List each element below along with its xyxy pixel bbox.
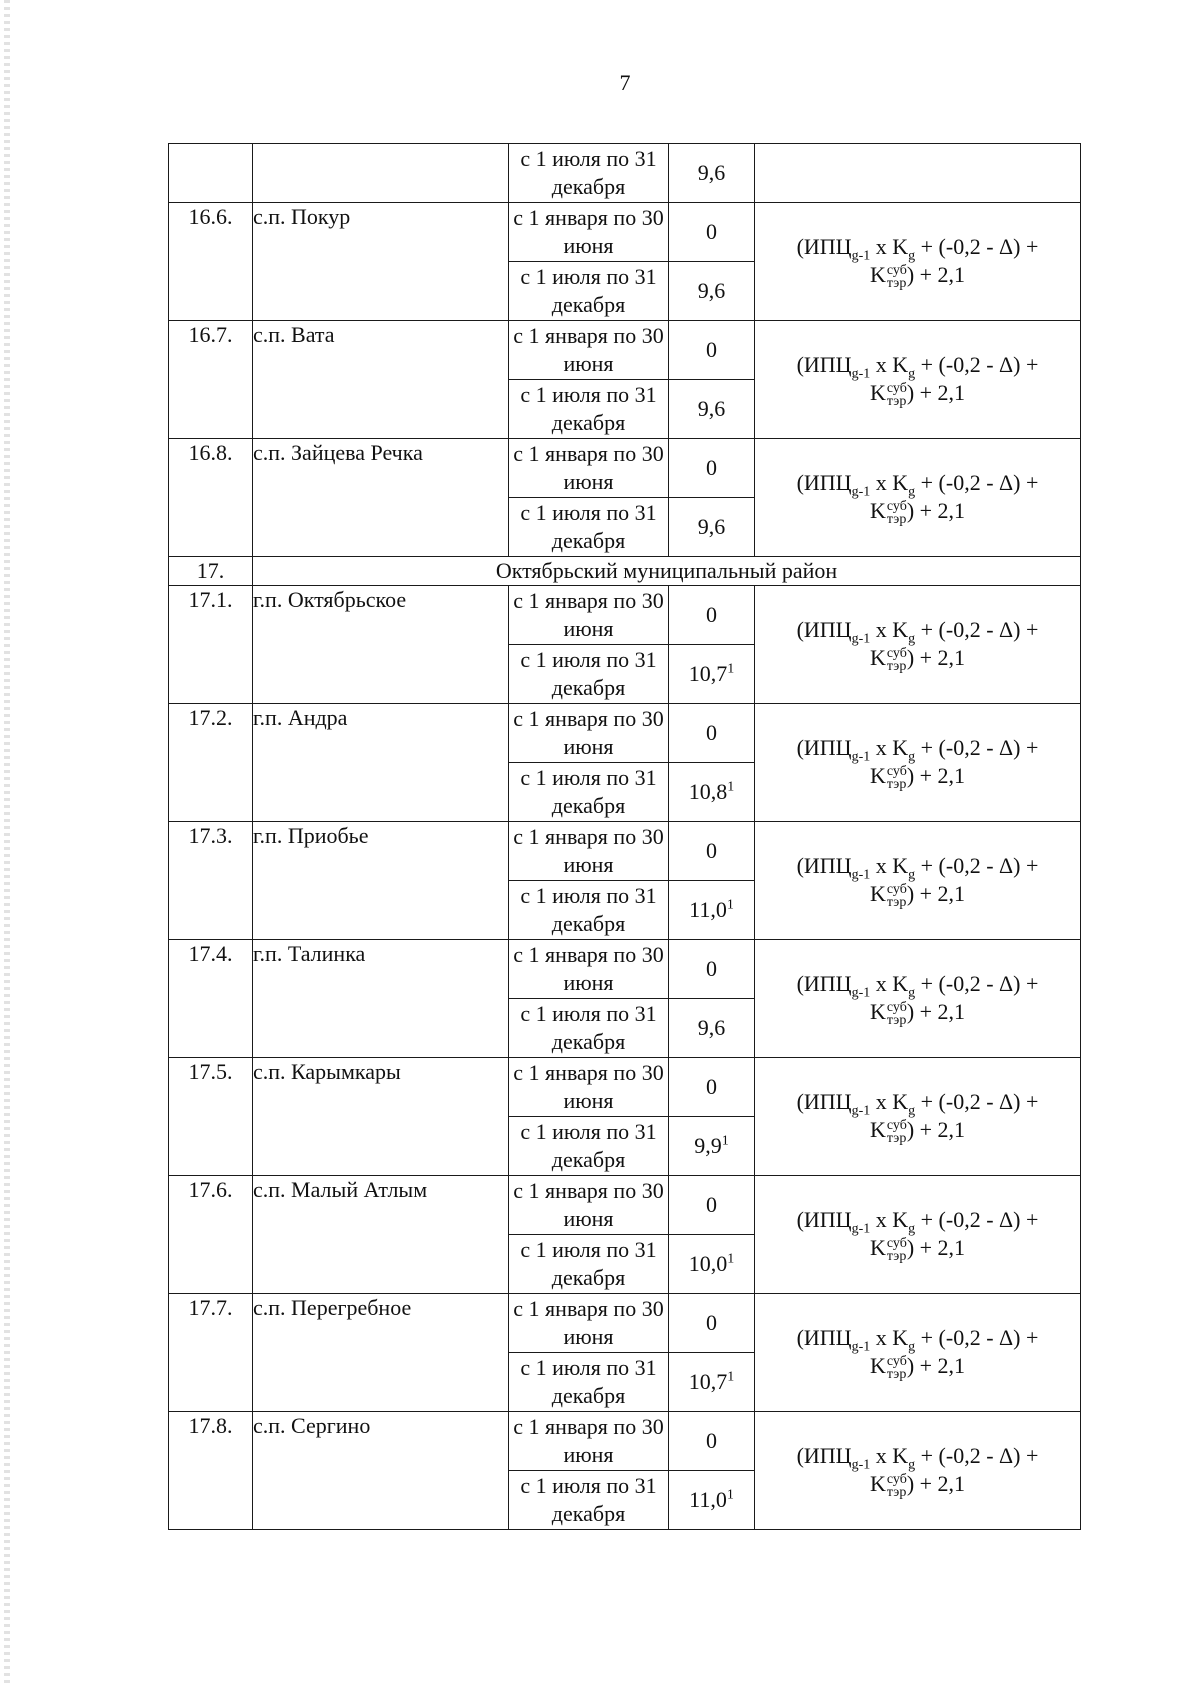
formula-line-2 — [755, 379, 1080, 408]
formula-cell — [755, 586, 1081, 704]
formula-sup-sub: суб — [886, 498, 907, 514]
value-text: 10,7 — [688, 1369, 728, 1394]
page-number: 7 — [619, 70, 631, 95]
formula-line-2 — [755, 497, 1080, 526]
table-row — [169, 439, 1081, 498]
formula-sub-g: g — [908, 1103, 916, 1119]
formula-k-scripts — [887, 382, 907, 408]
formula-sub-g1: g-1 — [851, 867, 871, 883]
footnote-marker: 1 — [727, 661, 735, 677]
settlement-name-cell: с.п. Перегребное — [253, 1294, 509, 1412]
district-name-cell: Октябрьский муниципальный район — [253, 557, 1081, 586]
scan-edge-artifact — [4, 0, 10, 1686]
value-cell — [669, 763, 755, 822]
formula-cell — [755, 439, 1081, 557]
formula-tail-1: + (-0,2 - Δ) + — [915, 1325, 1039, 1351]
table-row — [169, 1176, 1081, 1235]
row-number-cell: 17.6. — [169, 1176, 253, 1294]
period-cell: с 1 июля по 31 декабря — [509, 763, 669, 822]
period-cell: с 1 января по 30 июня — [509, 1058, 669, 1117]
formula-open: (ИПЦ — [796, 971, 852, 997]
formula-sub-g1: g-1 — [851, 631, 871, 647]
settlement-name-cell: г.п. Талинка — [253, 940, 509, 1058]
value-cell: 9,6 — [669, 144, 755, 203]
formula-sub-g: g — [908, 985, 916, 1001]
period-cell: с 1 июля по 31 декабря — [509, 1235, 669, 1294]
formula-k-scripts — [887, 647, 907, 673]
formula-sub-ter: тэр — [886, 1012, 907, 1028]
formula-xk: x K — [870, 352, 909, 378]
footnote-marker: 1 — [727, 1251, 735, 1267]
formula-line-1 — [755, 734, 1080, 765]
formula-xk: x K — [870, 617, 909, 643]
formula-tail-2: ) + 2,1 — [906, 1471, 966, 1497]
formula-cell — [755, 203, 1081, 321]
row-number-cell: 17.8. — [169, 1412, 253, 1530]
table-row — [169, 1412, 1081, 1471]
value-cell: 0 — [669, 1058, 755, 1117]
value-text: 9,6 — [697, 514, 726, 539]
formula-k: K — [869, 498, 886, 524]
period-cell: с 1 января по 30 июня — [509, 1412, 669, 1471]
period-cell: с 1 июля по 31 декабря — [509, 1117, 669, 1176]
formula-line-2 — [755, 644, 1080, 673]
formula-tail-1: + (-0,2 - Δ) + — [915, 853, 1039, 879]
value-cell: 0 — [669, 1294, 755, 1353]
period-cell: с 1 июля по 31 декабря — [509, 262, 669, 321]
period-cell: с 1 июля по 31 декабря — [509, 380, 669, 439]
formula-sup-sub: суб — [886, 763, 907, 779]
formula-sub-ter: тэр — [886, 1366, 907, 1382]
formula-cell — [755, 1294, 1081, 1412]
value-text: 10,0 — [688, 1251, 728, 1276]
formula-sub-g1: g-1 — [851, 366, 871, 382]
footnote-marker: 1 — [727, 779, 735, 795]
value-cell — [669, 1353, 755, 1412]
formula-sub-g: g — [908, 248, 916, 264]
formula-sup-sub: суб — [886, 1117, 907, 1133]
formula-sub-g1: g-1 — [851, 749, 871, 765]
row-number-cell: 16.8. — [169, 439, 253, 557]
formula-xk: x K — [870, 470, 909, 496]
table-row — [169, 321, 1081, 380]
formula-cell — [755, 321, 1081, 439]
row-number-cell: 16.7. — [169, 321, 253, 439]
formula-k: K — [869, 999, 886, 1025]
formula-line-2 — [755, 1116, 1080, 1145]
row-number-cell: 17.4. — [169, 940, 253, 1058]
settlement-name-cell: с.п. Покур — [253, 203, 509, 321]
formula-cell — [755, 144, 1081, 203]
formula-xk: x K — [870, 234, 909, 260]
value-text: 9,6 — [697, 278, 726, 303]
formula-sup-sub: суб — [886, 881, 907, 897]
formula-line-1 — [755, 1324, 1080, 1355]
formula-sub-ter: тэр — [886, 894, 907, 910]
formula-line-2 — [755, 1470, 1080, 1499]
formula-tail-1: + (-0,2 - Δ) + — [915, 352, 1039, 378]
value-cell: 0 — [669, 203, 755, 262]
formula-k: K — [869, 645, 886, 671]
row-number-cell: 17.3. — [169, 822, 253, 940]
value-cell — [669, 498, 755, 557]
formula-tail-2: ) + 2,1 — [906, 262, 966, 288]
formula-sub-ter: тэр — [886, 1248, 907, 1264]
row-number-cell: 16.6. — [169, 203, 253, 321]
period-cell: с 1 июля по 31 декабря — [509, 999, 669, 1058]
formula-cell — [755, 1412, 1081, 1530]
formula-k-scripts — [887, 1119, 907, 1145]
formula-sub-g1: g-1 — [851, 1457, 871, 1473]
period-cell: с 1 июля по 31 декабря — [509, 645, 669, 704]
formula-xk: x K — [870, 971, 909, 997]
period-cell: с 1 января по 30 июня — [509, 586, 669, 645]
period-cell: с 1 января по 30 июня — [509, 203, 669, 262]
formula-tail-1: + (-0,2 - Δ) + — [915, 971, 1039, 997]
formula-tail-2: ) + 2,1 — [906, 881, 966, 907]
period-cell: с 1 июля по 31 декабря — [509, 498, 669, 557]
formula-open: (ИПЦ — [796, 1207, 852, 1233]
formula-tail-2: ) + 2,1 — [906, 763, 966, 789]
district-row — [169, 557, 1081, 586]
formula-open: (ИПЦ — [796, 735, 852, 761]
settlement-name-cell — [253, 144, 509, 203]
value-text: 11,0 — [689, 1487, 727, 1512]
formula-k-scripts — [887, 500, 907, 526]
settlement-name-cell: г.п. Октябрьское — [253, 586, 509, 704]
district-number-cell: 17. — [169, 557, 253, 586]
value-cell — [669, 1235, 755, 1294]
formula-sup-sub: суб — [886, 645, 907, 661]
period-cell: с 1 января по 30 июня — [509, 439, 669, 498]
settlement-name-cell: г.п. Андра — [253, 704, 509, 822]
formula-k-scripts — [887, 264, 907, 290]
table-row-continued — [169, 144, 1081, 203]
formula-sub-g1: g-1 — [851, 1339, 871, 1355]
formula-cell — [755, 1058, 1081, 1176]
footnote-marker: 1 — [726, 1487, 734, 1503]
period-cell: с 1 июля по 31 декабря — [509, 1471, 669, 1530]
period-cell: с 1 июля по 31 декабря — [509, 881, 669, 940]
value-cell — [669, 1117, 755, 1176]
settlement-name-cell: с.п. Сергино — [253, 1412, 509, 1530]
formula-open: (ИПЦ — [796, 1443, 852, 1469]
period-cell: с 1 июля по 31 декабря — [509, 144, 669, 203]
value-cell — [669, 262, 755, 321]
value-text: 10,7 — [688, 661, 728, 686]
value-cell: 0 — [669, 1176, 755, 1235]
formula-sub-ter: тэр — [886, 1130, 907, 1146]
value-cell: 0 — [669, 822, 755, 881]
formula-k-scripts — [887, 1473, 907, 1499]
formula-k-scripts — [887, 765, 907, 791]
value-cell — [669, 999, 755, 1058]
formula-tail-2: ) + 2,1 — [906, 380, 966, 406]
value-text: 9,6 — [697, 1015, 726, 1040]
row-number-cell: 17.5. — [169, 1058, 253, 1176]
period-cell: с 1 января по 30 июня — [509, 940, 669, 999]
formula-cell — [755, 1176, 1081, 1294]
formula-tail-1: + (-0,2 - Δ) + — [915, 234, 1039, 260]
formula-sub-ter: тэр — [886, 776, 907, 792]
formula-k: K — [869, 763, 886, 789]
value-cell: 0 — [669, 439, 755, 498]
formula-sub-g1: g-1 — [851, 1103, 871, 1119]
formula-sub-g1: g-1 — [851, 484, 871, 500]
table-row — [169, 1058, 1081, 1117]
formula-k: K — [869, 881, 886, 907]
footnote-marker: 1 — [721, 1133, 729, 1149]
formula-open: (ИПЦ — [796, 352, 852, 378]
value-text: 9,6 — [697, 396, 726, 421]
formula-line-2 — [755, 998, 1080, 1027]
formula-open: (ИПЦ — [796, 234, 852, 260]
formula-tail-2: ) + 2,1 — [906, 999, 966, 1025]
formula-tail-2: ) + 2,1 — [906, 498, 966, 524]
footnote-marker: 1 — [726, 897, 734, 913]
table-row — [169, 1294, 1081, 1353]
formula-sub-g1: g-1 — [851, 248, 871, 264]
formula-line-2 — [755, 1352, 1080, 1381]
period-cell: с 1 января по 30 июня — [509, 704, 669, 763]
formula-k: K — [869, 1353, 886, 1379]
formula-tail-1: + (-0,2 - Δ) + — [915, 1207, 1039, 1233]
formula-xk: x K — [870, 1089, 909, 1115]
formula-open: (ИПЦ — [796, 617, 852, 643]
formula-sup-sub: суб — [886, 262, 907, 278]
formula-line-2 — [755, 880, 1080, 909]
formula-tail-2: ) + 2,1 — [906, 1353, 966, 1379]
formula-k-scripts — [887, 883, 907, 909]
formula-k: K — [869, 262, 886, 288]
value-cell — [669, 1471, 755, 1530]
period-cell: с 1 июля по 31 декабря — [509, 1353, 669, 1412]
formula-line-1 — [755, 1442, 1080, 1473]
period-cell: с 1 января по 30 июня — [509, 321, 669, 380]
formula-tail-1: + (-0,2 - Δ) + — [915, 1089, 1039, 1115]
formula-open: (ИПЦ — [796, 470, 852, 496]
formula-tail-1: + (-0,2 - Δ) + — [915, 470, 1039, 496]
value-cell — [669, 645, 755, 704]
formula-xk: x K — [870, 1325, 909, 1351]
settlement-name-cell: с.п. Вата — [253, 321, 509, 439]
formula-k: K — [869, 1235, 886, 1261]
formula-tail-2: ) + 2,1 — [906, 1235, 966, 1261]
value-text: 9,9 — [694, 1133, 722, 1158]
formula-xk: x K — [870, 853, 909, 879]
formula-tail-1: + (-0,2 - Δ) + — [915, 1443, 1039, 1469]
settlement-name-cell: с.п. Малый Атлым — [253, 1176, 509, 1294]
formula-line-2 — [755, 261, 1080, 290]
period-cell: с 1 января по 30 июня — [509, 1294, 669, 1353]
formula-sub-g: g — [908, 1457, 916, 1473]
value-text: 10,8 — [688, 779, 728, 804]
formula-sup-sub: суб — [886, 1235, 907, 1251]
formula-sub-g: g — [908, 1339, 916, 1355]
formula-sub-ter: тэр — [886, 511, 907, 527]
formula-sup-sub: суб — [886, 999, 907, 1015]
formula-line-1 — [755, 852, 1080, 883]
formula-sub-g: g — [908, 749, 916, 765]
formula-line-2 — [755, 1234, 1080, 1263]
formula-sup-sub: суб — [886, 1471, 907, 1487]
table-row — [169, 822, 1081, 881]
formula-sub-g1: g-1 — [851, 1221, 871, 1237]
formula-line-1 — [755, 351, 1080, 382]
formula-xk: x K — [870, 1207, 909, 1233]
formula-cell — [755, 822, 1081, 940]
formula-xk: x K — [870, 1443, 909, 1469]
formula-line-1 — [755, 1206, 1080, 1237]
row-number-cell: 17.7. — [169, 1294, 253, 1412]
formula-line-1 — [755, 616, 1080, 647]
formula-open: (ИПЦ — [796, 1089, 852, 1115]
formula-tail-2: ) + 2,1 — [906, 645, 966, 671]
table-row — [169, 940, 1081, 999]
formula-sub-g: g — [908, 1221, 916, 1237]
formula-sub-g1: g-1 — [851, 985, 871, 1001]
value-text: 11,0 — [689, 897, 727, 922]
formula-k-scripts — [887, 1355, 907, 1381]
value-cell — [669, 881, 755, 940]
row-number-cell — [169, 144, 253, 203]
formula-sub-g: g — [908, 631, 916, 647]
row-number-cell: 17.1. — [169, 586, 253, 704]
formula-cell — [755, 940, 1081, 1058]
value-cell — [669, 380, 755, 439]
settlement-name-cell: г.п. Приобье — [253, 822, 509, 940]
formula-k: K — [869, 380, 886, 406]
formula-sub-g: g — [908, 867, 916, 883]
period-cell: с 1 января по 30 июня — [509, 822, 669, 881]
formula-sub-ter: тэр — [886, 1484, 907, 1500]
formula-k-scripts — [887, 1237, 907, 1263]
formula-sub-g: g — [908, 366, 916, 382]
formula-sub-ter: тэр — [886, 275, 907, 291]
formula-sup-sub: суб — [886, 380, 907, 396]
settlement-name-cell: с.п. Карымкары — [253, 1058, 509, 1176]
value-cell: 0 — [669, 321, 755, 380]
value-cell: 0 — [669, 586, 755, 645]
formula-line-1 — [755, 469, 1080, 500]
formula-line-2 — [755, 762, 1080, 791]
tariff-table — [168, 143, 1081, 1530]
period-cell: с 1 января по 30 июня — [509, 1176, 669, 1235]
formula-open: (ИПЦ — [796, 853, 852, 879]
formula-tail-1: + (-0,2 - Δ) + — [915, 617, 1039, 643]
table-row — [169, 203, 1081, 262]
table-row — [169, 704, 1081, 763]
formula-k: K — [869, 1471, 886, 1497]
formula-line-1 — [755, 233, 1080, 264]
value-cell: 0 — [669, 1412, 755, 1471]
footnote-marker: 1 — [727, 1369, 735, 1385]
formula-sub-g: g — [908, 484, 916, 500]
formula-cell — [755, 704, 1081, 822]
formula-tail-1: + (-0,2 - Δ) + — [915, 735, 1039, 761]
settlement-name-cell: с.п. Зайцева Речка — [253, 439, 509, 557]
formula-sup-sub: суб — [886, 1353, 907, 1369]
formula-open: (ИПЦ — [796, 1325, 852, 1351]
formula-sub-ter: тэр — [886, 658, 907, 674]
formula-xk: x K — [870, 735, 909, 761]
row-number-cell: 17.2. — [169, 704, 253, 822]
formula-line-1 — [755, 970, 1080, 1001]
value-cell: 0 — [669, 704, 755, 763]
formula-sub-ter: тэр — [886, 393, 907, 409]
formula-line-1 — [755, 1088, 1080, 1119]
formula-k: K — [869, 1117, 886, 1143]
value-cell: 0 — [669, 940, 755, 999]
formula-k-scripts — [887, 1001, 907, 1027]
table-row — [169, 586, 1081, 645]
formula-tail-2: ) + 2,1 — [906, 1117, 966, 1143]
